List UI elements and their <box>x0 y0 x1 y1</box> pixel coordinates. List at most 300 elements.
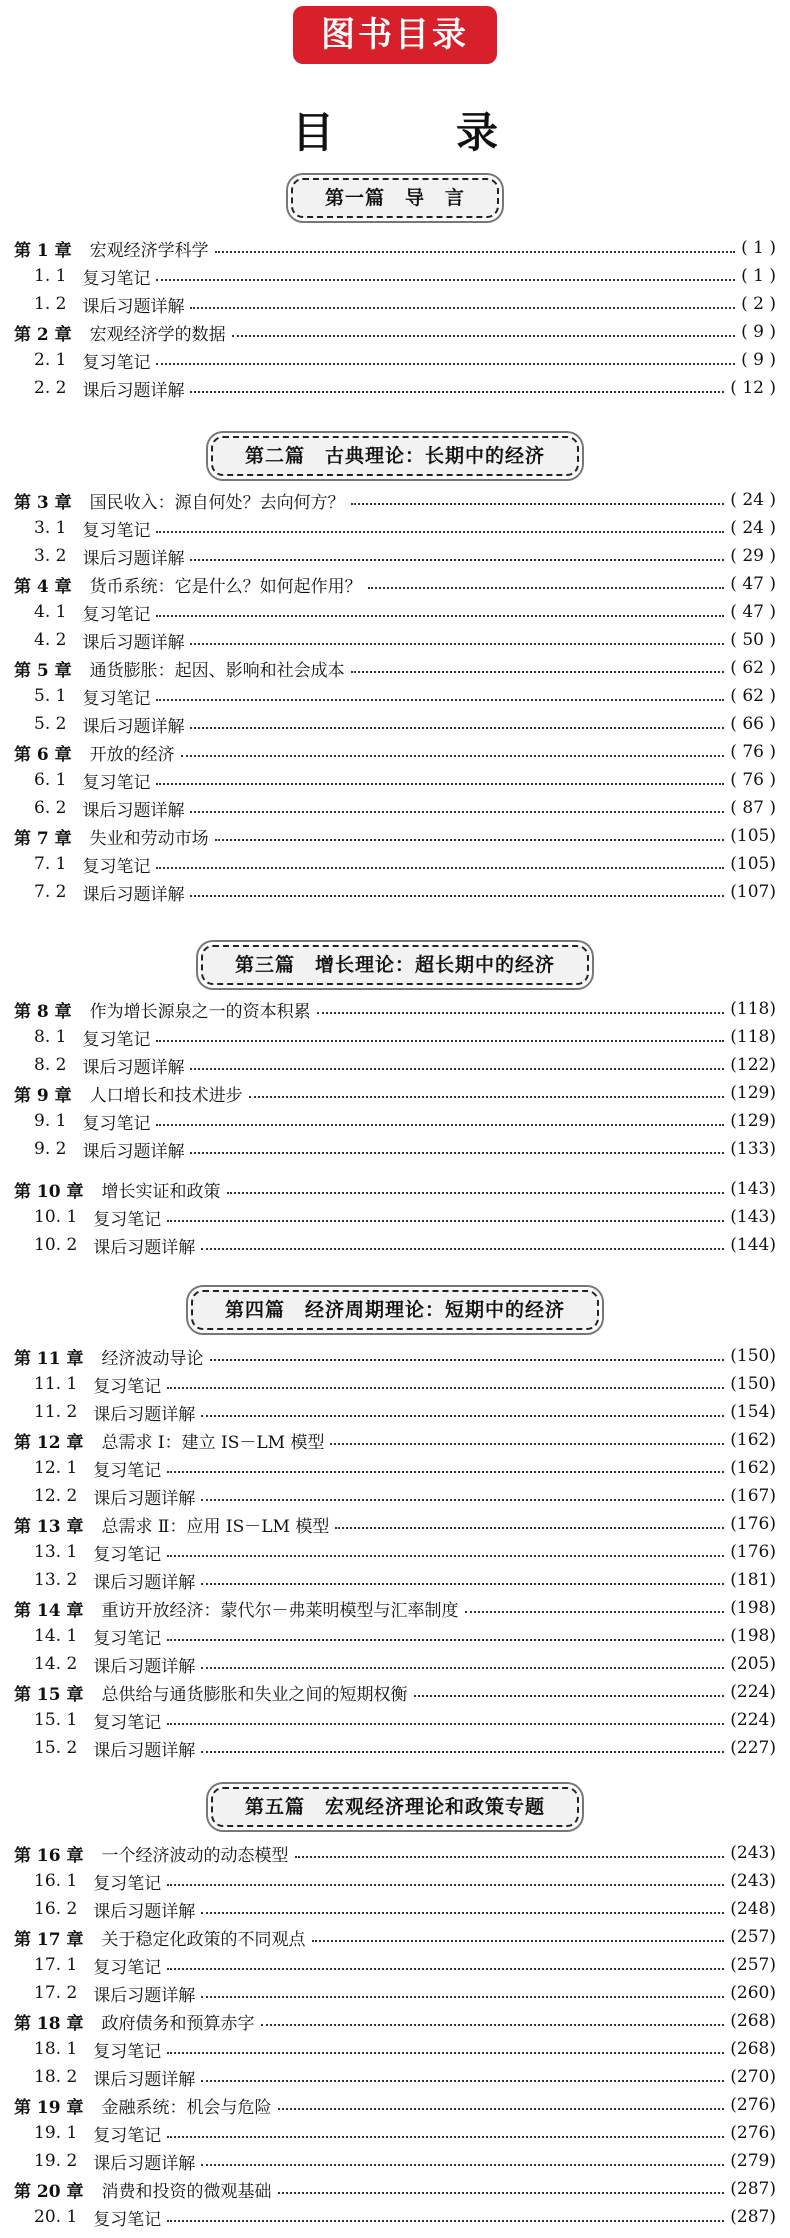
page-number: (144) <box>730 1235 776 1255</box>
entry-number: 第 13 章 <box>14 1516 84 1537</box>
leader-dots <box>465 1611 725 1613</box>
page-number: (122) <box>730 1055 776 1075</box>
toc-section-entry[interactable] <box>34 2119 776 2147</box>
page-number: (143) <box>730 1207 776 1227</box>
page-number: (287) <box>730 2179 776 2199</box>
leader-dots <box>414 1695 725 1697</box>
leader-dots <box>190 643 724 645</box>
page-number: (224) <box>730 1682 776 1702</box>
entry-title: 复习笔记 <box>82 604 151 625</box>
page-number: ( 76 ) <box>730 770 776 790</box>
entry-number: 6. 2 <box>34 798 67 818</box>
leader-dots <box>312 1940 725 1942</box>
page-number: (107) <box>730 882 776 902</box>
entry-title: 复习笔记 <box>93 1544 162 1565</box>
toc-chapter-entry[interactable] <box>14 822 776 850</box>
page-number: (270) <box>730 2067 776 2087</box>
entry-title: 关于稳定化政策的不同观点 <box>101 1929 306 1950</box>
toc-chapter-entry[interactable] <box>14 1678 776 1706</box>
page-number: ( 29 ) <box>730 546 776 566</box>
toc-section-entry[interactable] <box>34 514 776 542</box>
page-number: ( 47 ) <box>730 574 776 594</box>
page-number: (276) <box>730 2123 776 2143</box>
page-number: (205) <box>730 1654 776 1674</box>
entry-title: 复习笔记 <box>82 856 151 877</box>
entry-title: 课后习题详解 <box>93 1404 196 1425</box>
toc-section-entry[interactable] <box>34 794 776 822</box>
toc-section-entry[interactable] <box>34 878 776 906</box>
leader-dots <box>167 2052 724 2054</box>
toc-section-entry[interactable] <box>34 1135 776 1163</box>
entry-number: 第 20 章 <box>14 2181 84 2202</box>
toc-chapter-entry[interactable] <box>14 570 776 598</box>
part-heading <box>0 436 790 480</box>
entry-number: 11. 1 <box>34 1374 78 1394</box>
toc-section-entry[interactable] <box>34 262 776 290</box>
toc-section-entry[interactable] <box>34 766 776 794</box>
entry-number: 2. 1 <box>34 350 67 370</box>
leader-dots <box>167 1471 724 1473</box>
leader-dots <box>156 363 735 365</box>
entry-number: 18. 1 <box>34 2039 78 2059</box>
entry-title: 复习笔记 <box>82 520 151 541</box>
toc-section-entry[interactable] <box>34 850 776 878</box>
entry-number: 9. 2 <box>34 1139 67 1159</box>
entry-title: 复习笔记 <box>93 2041 162 2062</box>
entry-title: 复习笔记 <box>93 2125 162 2146</box>
toc-chapter-entry[interactable] <box>14 234 776 262</box>
entry-title: 复习笔记 <box>93 1460 162 1481</box>
page-number: (257) <box>730 1955 776 1975</box>
entry-title: 作为增长源泉之一的资本积累 <box>89 1001 311 1022</box>
leader-dots <box>156 615 724 617</box>
page-number: (150) <box>730 1346 776 1366</box>
entry-title: 复习笔记 <box>93 1376 162 1397</box>
entry-number: 第 9 章 <box>14 1085 72 1106</box>
entry-number: 17. 2 <box>34 1983 78 2003</box>
leader-dots <box>167 1555 724 1557</box>
entry-number: 8. 2 <box>34 1055 67 1075</box>
entry-title: 金融系统：机会与危险 <box>101 2097 272 2118</box>
leader-dots <box>167 1968 724 1970</box>
entry-title: 课后习题详解 <box>82 1141 185 1162</box>
page-number: (118) <box>730 999 776 1019</box>
leader-dots <box>201 1248 724 1250</box>
entry-number: 8. 1 <box>34 1027 67 1047</box>
leader-dots <box>351 503 725 505</box>
leader-dots <box>249 1096 725 1098</box>
entry-number: 第 4 章 <box>14 576 72 597</box>
entry-number: 20. 1 <box>34 2207 78 2227</box>
entry-title: 课后习题详解 <box>93 1901 196 1922</box>
entry-title: 总需求 Ⅱ：应用 IS－LM 模型 <box>101 1516 330 1537</box>
leader-dots <box>201 1583 724 1585</box>
entry-title: 课后习题详解 <box>93 1740 196 1761</box>
leader-dots <box>190 727 724 729</box>
entry-title: 国民收入：源自何处？去向何方？ <box>89 492 345 513</box>
leader-dots <box>167 1387 724 1389</box>
page-number: (133) <box>730 1139 776 1159</box>
entry-number: 4. 2 <box>34 630 67 650</box>
leader-dots <box>201 2164 724 2166</box>
leader-dots <box>190 391 724 393</box>
entry-title: 总供给与通货膨胀和失业之间的短期权衡 <box>101 1684 408 1705</box>
leader-dots <box>278 2108 725 2110</box>
toc-section-entry[interactable] <box>34 374 776 402</box>
toc-section-entry[interactable] <box>34 290 776 318</box>
entry-title: 消费和投资的微观基础 <box>101 2181 272 2202</box>
leader-dots <box>335 1527 724 1529</box>
toc-section-entry[interactable] <box>34 346 776 374</box>
page-number: (129) <box>730 1083 776 1103</box>
part-heading-label: 第一篇 导 言 <box>291 178 499 218</box>
page-number: (154) <box>730 1402 776 1422</box>
entry-title: 重访开放经济：蒙代尔－弗莱明模型与汇率制度 <box>101 1600 459 1621</box>
leader-dots <box>278 2192 725 2194</box>
entry-title: 复习笔记 <box>82 688 151 709</box>
page-number: (162) <box>730 1458 776 1478</box>
entry-number: 3. 2 <box>34 546 67 566</box>
page-number: (181) <box>730 1570 776 1590</box>
toc-section-entry[interactable] <box>34 682 776 710</box>
entry-number: 第 3 章 <box>14 492 72 513</box>
entry-title: 总需求 Ⅰ：建立 IS－LM 模型 <box>101 1432 325 1453</box>
leader-dots <box>167 1884 724 1886</box>
page-number: ( 66 ) <box>730 714 776 734</box>
entry-number: 14. 2 <box>34 1654 78 1674</box>
leader-dots <box>227 1192 725 1194</box>
entry-number: 第 18 章 <box>14 2013 84 2034</box>
entry-number: 第 16 章 <box>14 1845 84 1866</box>
toc-chapter-entry[interactable] <box>14 654 776 682</box>
entry-number: 19. 1 <box>34 2123 78 2143</box>
entry-number: 18. 2 <box>34 2067 78 2087</box>
page-number: ( 24 ) <box>730 518 776 538</box>
entry-title: 课后习题详解 <box>82 884 185 905</box>
book-catalog-banner: 图书目录 <box>293 6 497 64</box>
toc-chapter-entry[interactable] <box>14 2091 776 2119</box>
leader-dots <box>156 531 724 533</box>
entry-number: 5. 2 <box>34 714 67 734</box>
entry-number: 12. 1 <box>34 1458 78 1478</box>
entry-title: 增长实证和政策 <box>101 1181 221 1202</box>
toc-chapter-entry[interactable] <box>14 1923 776 1951</box>
part-heading-label: 第五篇 宏观经济理论和政策专题 <box>211 1787 579 1827</box>
entry-title: 课后习题详解 <box>82 380 185 401</box>
entry-number: 17. 1 <box>34 1955 78 1975</box>
toc-chapter-entry[interactable] <box>14 738 776 766</box>
toc-section-entry[interactable] <box>34 2063 776 2091</box>
page-number: ( 50 ) <box>730 630 776 650</box>
toc-section-entry[interactable] <box>34 1398 776 1426</box>
entry-number: 第 17 章 <box>14 1929 84 1950</box>
entry-title: 复习笔记 <box>82 352 151 373</box>
entry-title: 宏观经济学的数据 <box>89 324 226 345</box>
entry-number: 第 12 章 <box>14 1432 84 1453</box>
entry-number: 15. 2 <box>34 1738 78 1758</box>
entry-title: 课后习题详解 <box>93 2069 196 2090</box>
page-number: (150) <box>730 1374 776 1394</box>
entry-title: 宏观经济学科学 <box>89 240 209 261</box>
page-number: ( 12 ) <box>730 378 776 398</box>
leader-dots <box>156 699 724 701</box>
toc-section-entry[interactable] <box>34 1622 776 1650</box>
entry-number: 15. 1 <box>34 1710 78 1730</box>
entry-title: 课后习题详解 <box>82 632 185 653</box>
leader-dots <box>351 671 725 673</box>
entry-title: 复习笔记 <box>93 1957 162 1978</box>
entry-number: 1. 1 <box>34 266 67 286</box>
page-number: (287) <box>730 2207 776 2227</box>
entry-title: 课后习题详解 <box>82 548 185 569</box>
toc-section-entry[interactable] <box>34 626 776 654</box>
entry-title: 课后习题详解 <box>93 1656 196 1677</box>
toc-chapter-entry[interactable] <box>14 1342 776 1370</box>
leader-dots <box>201 1499 724 1501</box>
part-heading <box>0 1290 790 1334</box>
entry-title: 课后习题详解 <box>82 296 185 317</box>
entry-title: 课后习题详解 <box>82 800 185 821</box>
toc-section-entry[interactable] <box>34 1951 776 1979</box>
page-number: (260) <box>730 1983 776 2003</box>
entry-title: 政府债务和预算赤字 <box>101 2013 255 2034</box>
part-heading-label: 第三篇 增长理论：超长期中的经济 <box>201 945 589 985</box>
leader-dots <box>190 1068 724 1070</box>
entry-number: 9. 1 <box>34 1111 67 1131</box>
toc-chapter-entry[interactable] <box>14 1839 776 1867</box>
entry-title: 复习笔记 <box>82 268 151 289</box>
page-number: (276) <box>730 2095 776 2115</box>
toc-section-entry[interactable] <box>34 1370 776 1398</box>
page-number: ( 1 ) <box>741 238 776 258</box>
page-number: (118) <box>730 1027 776 1047</box>
leader-dots <box>295 1856 725 1858</box>
toc-section-entry[interactable] <box>34 1566 776 1594</box>
entry-number: 第 8 章 <box>14 1001 72 1022</box>
leader-dots <box>190 307 735 309</box>
toc-chapter-entry[interactable] <box>14 1079 776 1107</box>
leader-dots <box>215 251 735 253</box>
entry-number: 3. 1 <box>34 518 67 538</box>
toc-section-entry[interactable] <box>34 2203 776 2231</box>
entry-title: 货币系统：它是什么？如何起作用？ <box>89 576 362 597</box>
leader-dots <box>167 1639 724 1641</box>
toc-section-entry[interactable] <box>34 1051 776 1079</box>
header-banner-wrap <box>0 6 790 64</box>
toc-section-entry[interactable] <box>34 598 776 626</box>
entry-title: 课后习题详解 <box>82 716 185 737</box>
toc-section-entry[interactable] <box>34 1023 776 1051</box>
part-heading-label: 第四篇 经济周期理论：短期中的经济 <box>191 1290 599 1330</box>
entry-number: 第 10 章 <box>14 1181 84 1202</box>
entry-number: 19. 2 <box>34 2151 78 2171</box>
toc-section-entry[interactable] <box>34 1538 776 1566</box>
entry-title: 开放的经济 <box>89 744 175 765</box>
toc-chapter-entry[interactable] <box>14 2175 776 2203</box>
toc-section-entry[interactable] <box>34 2035 776 2063</box>
entry-number: 13. 2 <box>34 1570 78 1590</box>
leader-dots <box>167 1723 724 1725</box>
entry-number: 7. 2 <box>34 882 67 902</box>
leader-dots <box>232 335 735 337</box>
leader-dots <box>181 755 725 757</box>
toc-section-entry[interactable] <box>34 1867 776 1895</box>
entry-title: 一个经济波动的动态模型 <box>101 1845 289 1866</box>
entry-title: 复习笔记 <box>93 1628 162 1649</box>
toc-chapter-entry[interactable] <box>14 318 776 346</box>
page-number: ( 1 ) <box>741 266 776 286</box>
toc-section-entry[interactable] <box>34 710 776 738</box>
entry-title: 复习笔记 <box>82 1113 151 1134</box>
leader-dots <box>156 783 724 785</box>
toc-section-entry[interactable] <box>34 1107 776 1135</box>
entry-title: 课后习题详解 <box>93 1488 196 1509</box>
leader-dots <box>190 811 724 813</box>
page-number: (248) <box>730 1899 776 1919</box>
leader-dots <box>201 1667 724 1669</box>
entry-number: 16. 2 <box>34 1899 78 1919</box>
entry-number: 10. 2 <box>34 1235 78 1255</box>
entry-title: 课后习题详解 <box>93 1237 196 1258</box>
leader-dots <box>210 1359 725 1361</box>
entry-number: 16. 1 <box>34 1871 78 1891</box>
entry-title: 课后习题详解 <box>82 1057 185 1078</box>
entry-number: 第 1 章 <box>14 240 72 261</box>
toc-section-entry[interactable] <box>34 1895 776 1923</box>
entry-title: 通货膨胀：起因、影响和社会成本 <box>89 660 345 681</box>
toc-section-entry[interactable] <box>34 2147 776 2175</box>
entry-number: 6. 1 <box>34 770 67 790</box>
page-number: (176) <box>730 1514 776 1534</box>
page-number: (129) <box>730 1111 776 1131</box>
toc-section-entry[interactable] <box>34 1482 776 1510</box>
page-number: (257) <box>730 1927 776 1947</box>
leader-dots <box>190 895 724 897</box>
entry-number: 第 11 章 <box>14 1348 84 1369</box>
toc-chapter-entry[interactable] <box>14 486 776 514</box>
toc-chapter-entry[interactable] <box>14 1175 776 1203</box>
toc-section-entry[interactable] <box>34 1203 776 1231</box>
leader-dots <box>167 2136 724 2138</box>
leader-dots <box>156 1040 724 1042</box>
entry-number: 13. 1 <box>34 1542 78 1562</box>
entry-number: 5. 1 <box>34 686 67 706</box>
entry-number: 7. 1 <box>34 854 67 874</box>
toc-section-entry[interactable] <box>34 1454 776 1482</box>
page-number: (198) <box>730 1626 776 1646</box>
entry-number: 第 7 章 <box>14 828 72 849</box>
entry-number: 第 14 章 <box>14 1600 84 1621</box>
part-heading-label: 第二篇 古典理论：长期中的经济 <box>211 436 579 476</box>
page-number: (243) <box>730 1843 776 1863</box>
page-number: (198) <box>730 1598 776 1618</box>
entry-number: 1. 2 <box>34 294 67 314</box>
page-number: ( 2 ) <box>741 294 776 314</box>
page-number: ( 62 ) <box>730 658 776 678</box>
leader-dots <box>156 279 735 281</box>
entry-number: 第 2 章 <box>14 324 72 345</box>
entry-number: 11. 2 <box>34 1402 78 1422</box>
leader-dots <box>167 2220 724 2222</box>
toc-section-entry[interactable] <box>34 1979 776 2007</box>
entry-number: 第 19 章 <box>14 2097 84 2118</box>
page-number: (268) <box>730 2039 776 2059</box>
page-number: (105) <box>730 826 776 846</box>
page-number: (167) <box>730 1486 776 1506</box>
page-number: (243) <box>730 1871 776 1891</box>
entry-title: 经济波动导论 <box>101 1348 204 1369</box>
page-number: ( 9 ) <box>741 322 776 342</box>
page-number: (268) <box>730 2011 776 2031</box>
entry-title: 复习笔记 <box>93 1873 162 1894</box>
part-heading <box>0 1787 790 1831</box>
leader-dots <box>201 1996 724 1998</box>
page-number: (105) <box>730 854 776 874</box>
page-number: ( 87 ) <box>730 798 776 818</box>
page-number: ( 76 ) <box>730 742 776 762</box>
toc-section-entry[interactable] <box>34 1231 776 1259</box>
toc-section-entry[interactable] <box>34 1650 776 1678</box>
entry-title: 课后习题详解 <box>93 1985 196 2006</box>
page-number: ( 47 ) <box>730 602 776 622</box>
toc-chapter-entry[interactable] <box>14 1594 776 1622</box>
entry-number: 4. 1 <box>34 602 67 622</box>
leader-dots <box>201 1415 724 1417</box>
page-number: (143) <box>730 1179 776 1199</box>
entry-title: 人口增长和技术进步 <box>89 1085 243 1106</box>
leader-dots <box>201 2080 724 2082</box>
entry-number: 第 6 章 <box>14 744 72 765</box>
leader-dots <box>201 1751 724 1753</box>
entry-title: 课后习题详解 <box>93 1572 196 1593</box>
page-number: (227) <box>730 1738 776 1758</box>
leader-dots <box>156 1124 724 1126</box>
page-number: (162) <box>730 1430 776 1450</box>
leader-dots <box>201 1912 724 1914</box>
entry-title: 课后习题详解 <box>93 2153 196 2174</box>
leader-dots <box>190 559 724 561</box>
entry-title: 复习笔记 <box>82 1029 151 1050</box>
page-number: ( 62 ) <box>730 686 776 706</box>
leader-dots <box>167 1220 724 1222</box>
leader-dots <box>330 1443 724 1445</box>
leader-dots <box>190 1152 724 1154</box>
page-number: (279) <box>730 2151 776 2171</box>
entry-number: 12. 2 <box>34 1486 78 1506</box>
entry-title: 复习笔记 <box>82 772 151 793</box>
toc-chapter-entry[interactable] <box>14 1426 776 1454</box>
page-number: ( 24 ) <box>730 490 776 510</box>
leader-dots <box>156 867 724 869</box>
entry-number: 第 15 章 <box>14 1684 84 1705</box>
toc-section-entry[interactable] <box>34 1706 776 1734</box>
toc-section-entry[interactable] <box>34 542 776 570</box>
entry-title: 复习笔记 <box>93 1712 162 1733</box>
entry-number: 第 5 章 <box>14 660 72 681</box>
toc-chapter-entry[interactable] <box>14 2007 776 2035</box>
toc-title: 目 录 <box>291 108 538 157</box>
toc-section-entry[interactable] <box>34 1734 776 1762</box>
part-heading <box>0 178 790 222</box>
toc-chapter-entry[interactable] <box>14 995 776 1023</box>
entry-title: 失业和劳动市场 <box>89 828 209 849</box>
entry-title: 复习笔记 <box>93 1209 162 1230</box>
leader-dots <box>368 587 725 589</box>
entry-number: 14. 1 <box>34 1626 78 1646</box>
part-heading <box>0 945 790 989</box>
toc-chapter-entry[interactable] <box>14 1510 776 1538</box>
leader-dots <box>261 2024 725 2026</box>
